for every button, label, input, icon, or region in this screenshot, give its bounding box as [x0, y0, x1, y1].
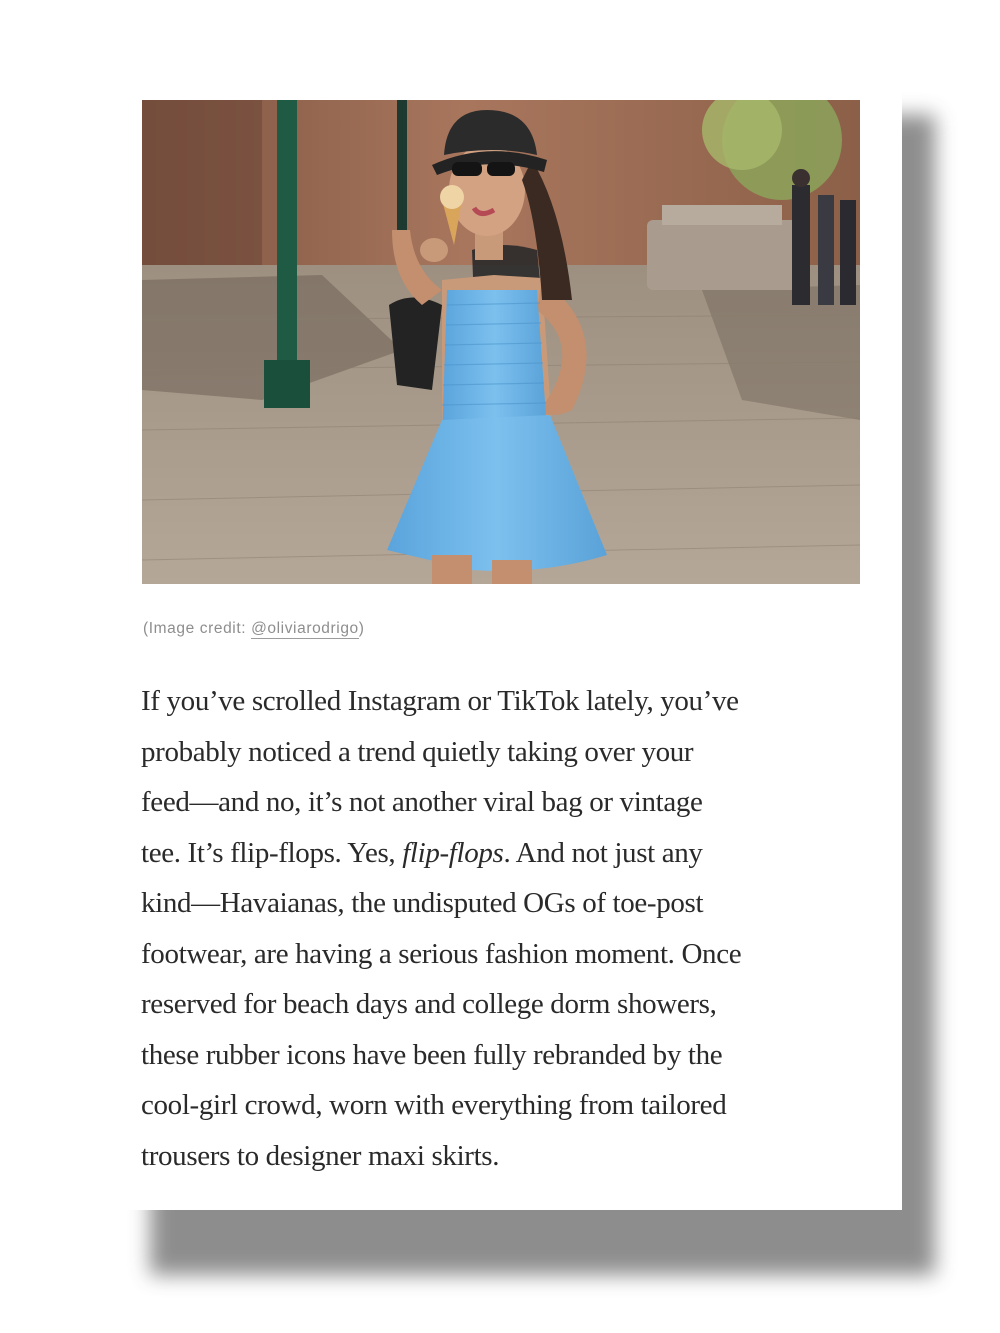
image-credit-handle-link[interactable]: @oliviarodrigo: [251, 620, 359, 637]
article-paragraph: [141, 676, 871, 1181]
article-card: [120, 88, 902, 1210]
image-credit-close: ): [358, 620, 365, 637]
paragraph-line: feed—and no, it’s not another viral bag or vintage: [141, 786, 703, 818]
paragraph-line: probably noticed a trend quietly taking over your: [141, 735, 694, 768]
paragraph-line: If you’ve scrolled Instagram or TikTok lately, you’ve: [141, 685, 739, 717]
paragraph-line: reserved for beach days and college dorm showers,: [141, 988, 717, 1020]
paragraph-line: kind—Havaianas, the undisputed OGs of toe-post: [141, 887, 704, 919]
article-photo: [142, 100, 860, 584]
paragraph-line: these rubber icons have been fully rebranded by the: [141, 1038, 723, 1071]
image-credit-open: (Image credit:: [143, 620, 252, 637]
photo-illustration: [142, 100, 860, 584]
image-credit: [143, 620, 365, 638]
lamp-post: [277, 100, 297, 400]
sunglasses: [452, 162, 482, 176]
passerby: [792, 185, 810, 305]
fountain: [647, 220, 797, 290]
emphasis-flip-flops: flip-flops: [402, 836, 504, 869]
paragraph-line: cool-girl crowd, worn with everything from tailored: [141, 1089, 727, 1121]
paragraph-line: tee. It’s flip-flops. Yes, flip-flops. And not just any: [141, 836, 703, 869]
paragraph-line: footwear, are having a serious fashion moment. Once: [141, 937, 742, 970]
paragraph-line: trousers to designer maxi skirts.: [141, 1139, 500, 1172]
